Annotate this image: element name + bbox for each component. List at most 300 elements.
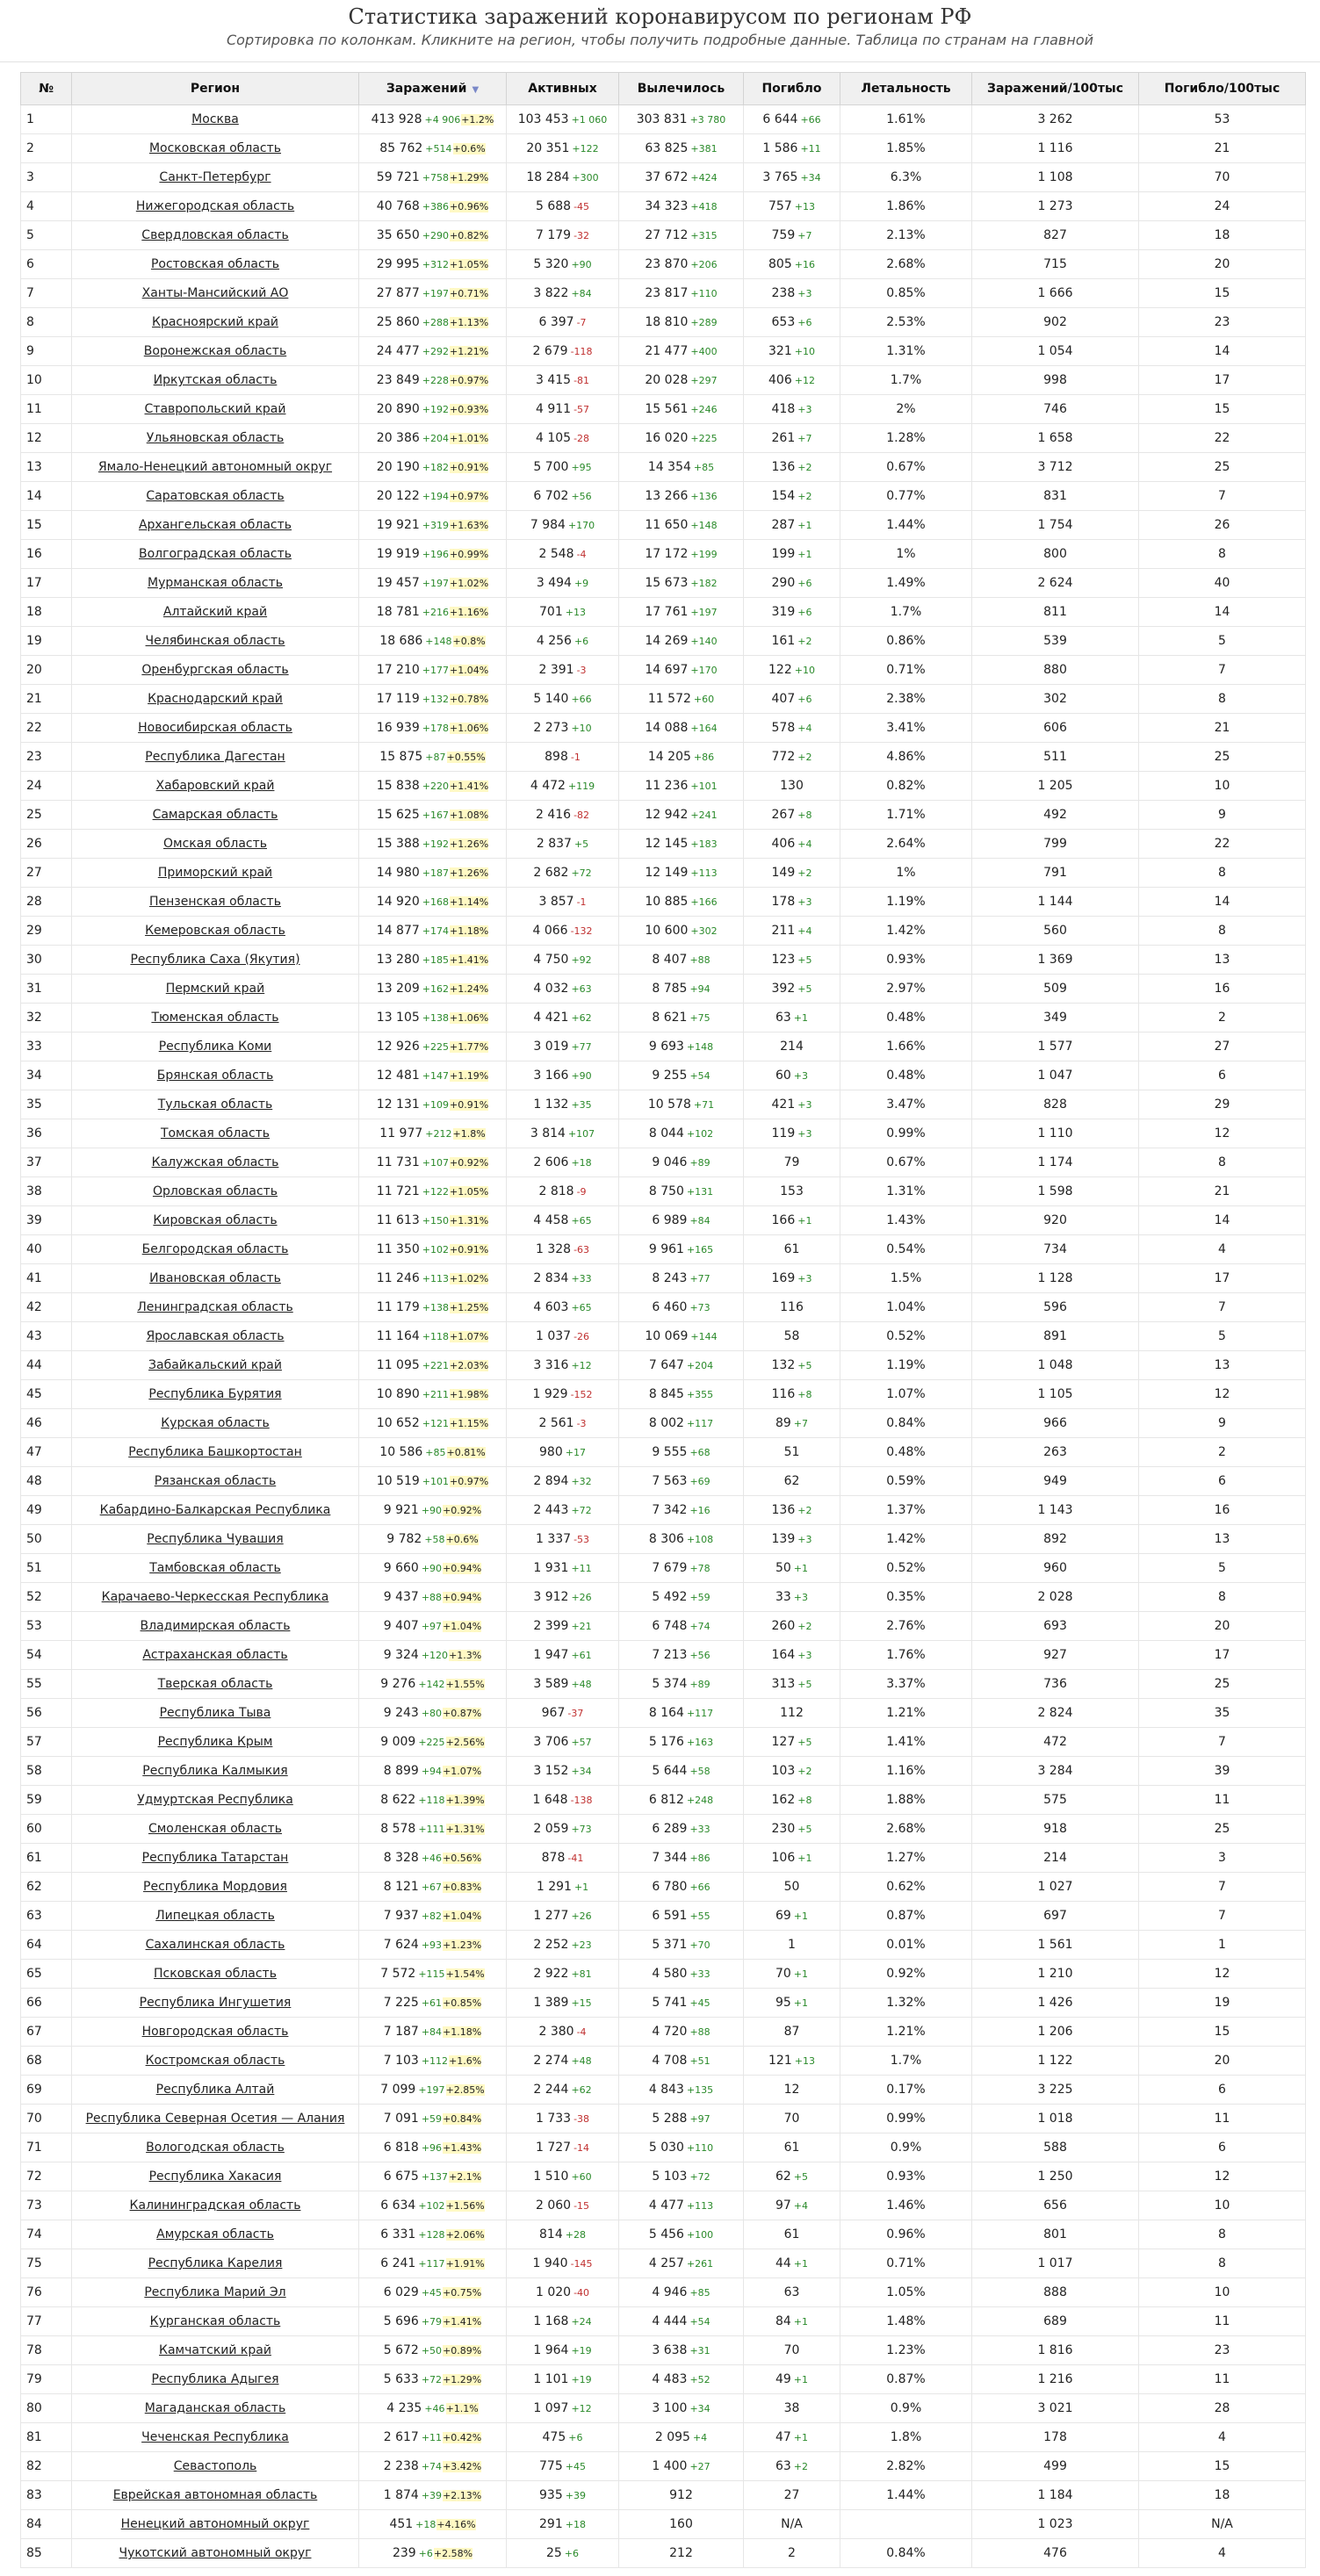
table-row[interactable] — [21, 1264, 1306, 1293]
region-link[interactable]: Кемеровская область — [145, 924, 285, 938]
region-link[interactable]: Кировская область — [153, 1213, 278, 1227]
region-link[interactable]: Ханты-Мансийский АО — [141, 286, 289, 300]
recovered-total: 8 002 — [648, 1416, 684, 1430]
table-row[interactable] — [21, 1148, 1306, 1177]
infected-total: 9 437 — [383, 1590, 419, 1604]
table-row[interactable] — [21, 2105, 1306, 2133]
region-link[interactable]: Республика Чувашия — [147, 1532, 284, 1546]
recovered-delta: +248 — [686, 1795, 714, 1806]
region-link[interactable]: Республика Башкортостан — [128, 1445, 302, 1459]
deaths-per-100k-cell: 7 — [1139, 656, 1306, 685]
infected-cell — [359, 569, 507, 598]
table-row[interactable] — [21, 2191, 1306, 2220]
infected-cell — [359, 1641, 507, 1670]
active-delta: -45 — [573, 201, 590, 212]
region-link[interactable]: Камчатский край — [159, 2343, 271, 2357]
region-link[interactable]: Республика Саха (Якутия) — [130, 953, 300, 967]
deaths-total: 50 — [783, 1880, 800, 1894]
column-header-infected-per-100k[interactable]: Заражений/100тыс — [972, 73, 1139, 105]
active-cell — [507, 1960, 619, 1989]
table-row[interactable] — [21, 1119, 1306, 1148]
table-row[interactable] — [21, 1989, 1306, 2018]
recovered-delta: +170 — [690, 665, 718, 676]
infected-growth-percent: +1.63% — [450, 520, 489, 531]
table-row[interactable] — [21, 772, 1306, 801]
table-row[interactable] — [21, 801, 1306, 830]
infected-delta: +386 — [422, 201, 450, 212]
region-link[interactable]: Севастополь — [173, 2459, 257, 2473]
deaths-cell — [744, 801, 840, 830]
active-total: 3 415 — [535, 373, 572, 387]
table-row[interactable] — [21, 627, 1306, 656]
table-row[interactable] — [21, 859, 1306, 888]
region-link[interactable]: Мурманская область — [148, 576, 283, 590]
region-link[interactable]: Московская область — [148, 141, 282, 155]
table-row[interactable] — [21, 2336, 1306, 2365]
region-link[interactable]: Калининградская область — [129, 2198, 301, 2213]
region-link[interactable]: Саратовская область — [146, 489, 285, 503]
deaths-cell — [744, 1815, 840, 1844]
active-cell — [507, 1699, 619, 1728]
infected-cell — [359, 279, 507, 308]
active-total: 814 — [539, 2227, 563, 2241]
active-delta: +13 — [565, 607, 586, 618]
active-cell — [507, 1757, 619, 1786]
table-row[interactable] — [21, 163, 1306, 192]
region-link[interactable]: Брянская область — [156, 1069, 274, 1083]
region-link[interactable]: Ярославская область — [146, 1329, 285, 1343]
infected-growth-percent: +0.75% — [443, 2287, 482, 2299]
region-link[interactable]: Республика Тыва — [159, 1706, 271, 1720]
deaths-cell — [744, 975, 840, 1004]
table-row[interactable] — [21, 482, 1306, 511]
table-row[interactable] — [21, 2076, 1306, 2105]
region-cell — [72, 1467, 359, 1496]
column-header-deaths-per-100k[interactable]: Погибло/100тыс — [1139, 73, 1306, 105]
column-header-deaths[interactable]: Погибло — [744, 73, 840, 105]
table-row[interactable] — [21, 105, 1306, 134]
region-link[interactable]: Хабаровский край — [155, 779, 275, 793]
deaths-total: 260 — [771, 1619, 796, 1633]
region-link[interactable]: Краснодарский край — [148, 692, 283, 706]
region-link[interactable]: Рязанская область — [154, 1474, 277, 1488]
deaths-per-100k-cell: 8 — [1139, 1148, 1306, 1177]
table-row[interactable] — [21, 714, 1306, 743]
active-total: 2 060 — [535, 2198, 572, 2213]
table-row[interactable] — [21, 1033, 1306, 1061]
table-row[interactable] — [21, 2481, 1306, 2510]
region-link[interactable]: Иркутская область — [153, 373, 278, 387]
recovered-total: 4 708 — [652, 2054, 688, 2068]
table-row[interactable] — [21, 1960, 1306, 1989]
recovered-delta: +418 — [690, 201, 718, 212]
recovered-delta: +88 — [689, 2026, 710, 2038]
deaths-total: 1 586 — [762, 141, 798, 155]
region-link[interactable]: Архангельская область — [138, 518, 292, 532]
active-cell — [507, 1670, 619, 1699]
recovered-cell — [619, 975, 744, 1004]
column-header-infected[interactable]: Заражений ▼ — [359, 73, 507, 105]
infected-per-100k-cell: 1 105 — [972, 1380, 1139, 1409]
region-link[interactable]: Чукотский автономный округ — [119, 2546, 312, 2560]
region-link[interactable]: Ненецкий автономный округ — [120, 2517, 310, 2531]
deaths-delta: +11 — [800, 143, 821, 155]
region-link[interactable]: Еврейская автономная область — [112, 2488, 318, 2502]
region-link[interactable]: Самарская область — [152, 808, 278, 822]
region-link[interactable]: Москва — [191, 112, 239, 126]
infected-cell — [359, 2481, 507, 2510]
table-row[interactable] — [21, 221, 1306, 250]
table-row[interactable] — [21, 395, 1306, 424]
table-row[interactable] — [21, 1496, 1306, 1525]
table-row[interactable] — [21, 2510, 1306, 2539]
table-row[interactable] — [21, 250, 1306, 279]
region-link[interactable]: Ульяновская область — [146, 431, 285, 445]
region-link[interactable]: Амурская область — [156, 2227, 274, 2241]
table-row[interactable] — [21, 1554, 1306, 1583]
deaths-delta: +1 — [793, 1968, 809, 1980]
region-link[interactable]: Ростовская область — [150, 257, 280, 271]
recovered-delta: +55 — [689, 1910, 710, 1922]
table-row[interactable] — [21, 1380, 1306, 1409]
infected-cell — [359, 1612, 507, 1641]
region-link[interactable]: Челябинская область — [145, 634, 285, 648]
recovered-cell — [619, 1844, 744, 1873]
lethality-cell: 1.23% — [840, 2336, 972, 2365]
table-row[interactable] — [21, 888, 1306, 917]
column-header-recovered[interactable]: Вылечилось — [619, 73, 744, 105]
infected-per-100k-cell: 892 — [972, 1525, 1139, 1554]
deaths-cell — [744, 511, 840, 540]
deaths-per-100k-cell: 6 — [1139, 1467, 1306, 1496]
active-cell — [507, 337, 619, 366]
region-link[interactable]: Республика Алтай — [155, 2083, 275, 2097]
table-row[interactable] — [21, 2307, 1306, 2336]
region-link[interactable]: Сахалинская область — [145, 1938, 285, 1952]
region-link[interactable]: Санкт-Петербург — [159, 170, 271, 184]
table-row[interactable] — [21, 1670, 1306, 1699]
recovered-total: 8 306 — [648, 1532, 684, 1546]
table-row[interactable] — [21, 1061, 1306, 1090]
region-link[interactable]: Карачаево-Черкесская Республика — [101, 1590, 329, 1604]
region-link[interactable]: Тульская область — [157, 1097, 273, 1112]
table-row[interactable] — [21, 656, 1306, 685]
region-link[interactable]: Орловская область — [152, 1184, 278, 1198]
active-total: 1 389 — [533, 1996, 569, 2010]
active-cell — [507, 1728, 619, 1757]
table-row[interactable] — [21, 1409, 1306, 1438]
infected-per-100k-cell: 1 143 — [972, 1496, 1139, 1525]
deaths-cell — [744, 163, 840, 192]
table-row[interactable] — [21, 1525, 1306, 1554]
region-link[interactable]: Воронежская область — [143, 344, 287, 358]
table-row[interactable] — [21, 1090, 1306, 1119]
table-row[interactable] — [21, 2249, 1306, 2278]
table-row[interactable] — [21, 1322, 1306, 1351]
region-link[interactable]: Республика Калмыкия — [142, 1764, 288, 1778]
table-row[interactable] — [21, 1612, 1306, 1641]
region-link[interactable]: Ленинградская область — [137, 1300, 293, 1314]
region-link[interactable]: Ставропольский край — [144, 402, 286, 416]
active-total: 1 168 — [533, 2314, 569, 2328]
table-row[interactable] — [21, 1467, 1306, 1496]
region-link[interactable]: Ивановская область — [149, 1271, 281, 1285]
table-row[interactable] — [21, 1177, 1306, 1206]
recovered-delta: +144 — [690, 1331, 718, 1342]
recovered-cell — [619, 395, 744, 424]
table-row[interactable] — [21, 2018, 1306, 2047]
region-link[interactable]: Республика Марий Эл — [144, 2285, 286, 2299]
recovered-total: 4 946 — [652, 2285, 688, 2299]
region-cell — [72, 2105, 359, 2133]
region-link[interactable]: Республика Северная Осетия — Алания — [85, 2112, 345, 2126]
region-link[interactable]: Смоленская область — [148, 1822, 283, 1836]
table-row[interactable] — [21, 2278, 1306, 2307]
region-link[interactable]: Владимирская область — [140, 1619, 291, 1633]
infected-cell — [359, 1902, 507, 1931]
active-total: 1 510 — [533, 2169, 569, 2184]
recovered-delta: +89 — [689, 1157, 710, 1169]
deaths-total: 199 — [771, 547, 796, 561]
table-row[interactable] — [21, 1351, 1306, 1380]
region-link[interactable]: Республика Крым — [157, 1735, 273, 1749]
table-row[interactable] — [21, 424, 1306, 453]
deaths-per-100k-cell: 35 — [1139, 1699, 1306, 1728]
table-row[interactable] — [21, 192, 1306, 221]
recovered-delta: +78 — [689, 1563, 710, 1574]
table-row[interactable] — [21, 511, 1306, 540]
infected-cell — [359, 1061, 507, 1090]
active-total: 4 105 — [535, 431, 572, 445]
infected-per-100k-cell: 3 225 — [972, 2076, 1139, 2105]
infected-total: 14 920 — [376, 895, 420, 909]
region-link[interactable]: Республика Ингушетия — [139, 1996, 292, 2010]
deaths-per-100k-cell: 53 — [1139, 105, 1306, 134]
region-link[interactable]: Костромская область — [145, 2054, 285, 2068]
row-number: 20 — [21, 656, 72, 685]
table-row[interactable] — [21, 1873, 1306, 1902]
deaths-delta: +1 — [793, 1563, 809, 1574]
table-row[interactable] — [21, 946, 1306, 975]
table-row[interactable] — [21, 1438, 1306, 1467]
column-header-region[interactable]: Регион — [72, 73, 359, 105]
column-header-number[interactable]: № — [21, 73, 72, 105]
table-row[interactable] — [21, 1293, 1306, 1322]
table-row[interactable] — [21, 1641, 1306, 1670]
region-link[interactable]: Калужская область — [151, 1155, 279, 1169]
region-link[interactable]: Республика Татарстан — [141, 1851, 289, 1865]
table-row[interactable] — [21, 308, 1306, 337]
region-cell — [72, 1033, 359, 1061]
table-row[interactable] — [21, 2047, 1306, 2076]
infected-total: 23 849 — [376, 373, 420, 387]
active-delta: +66 — [571, 694, 592, 705]
infected-total: 11 179 — [376, 1300, 420, 1314]
table-row[interactable] — [21, 569, 1306, 598]
recovered-delta: +117 — [686, 1708, 714, 1719]
region-link[interactable]: Забайкальский край — [148, 1358, 282, 1372]
active-total: 2 837 — [536, 837, 572, 851]
table-row[interactable] — [21, 685, 1306, 714]
region-link[interactable]: Пензенская область — [149, 895, 281, 909]
region-link[interactable]: Нижегородская область — [135, 199, 295, 213]
table-row[interactable] — [21, 1235, 1306, 1264]
table-row[interactable] — [21, 2220, 1306, 2249]
table-row[interactable] — [21, 1931, 1306, 1960]
table-row[interactable] — [21, 1699, 1306, 1728]
region-link[interactable]: Удмуртская Республика — [137, 1793, 293, 1807]
region-link[interactable]: Алтайский край — [162, 605, 268, 619]
recovered-cell — [619, 1757, 744, 1786]
active-cell — [507, 801, 619, 830]
region-link[interactable]: Республика Бурятия — [148, 1387, 282, 1401]
region-link[interactable]: Тверская область — [157, 1677, 273, 1691]
active-total: 291 — [539, 2517, 563, 2531]
table-row[interactable] — [21, 337, 1306, 366]
table-row[interactable] — [21, 1206, 1306, 1235]
lethality-cell: 1.37% — [840, 1496, 972, 1525]
infected-cell — [359, 1699, 507, 1728]
active-total: 20 351 — [526, 141, 570, 155]
table-row[interactable] — [21, 1728, 1306, 1757]
recovered-cell — [619, 1090, 744, 1119]
region-link[interactable]: Республика Коми — [158, 1040, 272, 1054]
active-total: 2 606 — [533, 1155, 569, 1169]
table-row[interactable] — [21, 1902, 1306, 1931]
lethality-cell: 0.87% — [840, 1902, 972, 1931]
table-row[interactable] — [21, 2452, 1306, 2481]
region-link[interactable]: Красноярский край — [152, 315, 278, 329]
table-row[interactable] — [21, 2162, 1306, 2191]
table-row[interactable] — [21, 598, 1306, 627]
recovered-delta: +85 — [689, 2287, 710, 2299]
column-header-lethality[interactable]: Летальность — [840, 73, 972, 105]
table-row[interactable] — [21, 830, 1306, 859]
table-row[interactable] — [21, 2133, 1306, 2162]
row-number: 6 — [21, 250, 72, 279]
region-link[interactable]: Омская область — [162, 837, 267, 851]
infected-total: 11 350 — [376, 1242, 420, 1256]
region-link[interactable]: Свердловская область — [141, 228, 289, 242]
deaths-total: 161 — [771, 634, 796, 648]
active-cell — [507, 1148, 619, 1177]
table-row[interactable] — [21, 1815, 1306, 1844]
recovered-delta: +69 — [689, 1476, 710, 1487]
deaths-per-100k-cell: 15 — [1139, 2452, 1306, 2481]
infected-total: 6 029 — [383, 2285, 419, 2299]
table-row[interactable] — [21, 2394, 1306, 2423]
recovered-total: 5 456 — [648, 2227, 684, 2241]
region-link[interactable]: Тамбовская область — [149, 1561, 281, 1575]
infected-per-100k-cell: 715 — [972, 250, 1139, 279]
recovered-delta: +72 — [689, 2171, 710, 2183]
active-delta: +92 — [571, 954, 592, 966]
region-link[interactable]: Новосибирская область — [138, 721, 292, 735]
table-row[interactable] — [21, 134, 1306, 163]
recovered-total: 13 266 — [645, 489, 689, 503]
table-row[interactable] — [21, 2423, 1306, 2452]
table-row[interactable] — [21, 917, 1306, 946]
region-link[interactable]: Республика Адыгея — [151, 2372, 279, 2386]
region-link[interactable]: Тюменская область — [151, 1011, 279, 1025]
table-row[interactable] — [21, 366, 1306, 395]
region-link[interactable]: Вологодская область — [146, 2141, 285, 2155]
region-link[interactable]: Псковская область — [154, 1967, 277, 1981]
table-row[interactable] — [21, 1844, 1306, 1873]
table-row[interactable] — [21, 540, 1306, 569]
deaths-delta: +5 — [797, 1824, 812, 1835]
deaths-cell — [744, 424, 840, 453]
region-link[interactable]: Пермский край — [165, 982, 265, 996]
recovered-delta: +33 — [689, 1968, 710, 1980]
region-link[interactable]: Кабардино-Балкарская Республика — [99, 1503, 331, 1517]
region-link[interactable]: Республика Карелия — [148, 2256, 283, 2270]
region-link[interactable]: Курганская область — [149, 2314, 281, 2328]
table-row[interactable] — [21, 1004, 1306, 1033]
region-link[interactable]: Новгородская область — [141, 2025, 289, 2039]
table-row[interactable] — [21, 743, 1306, 772]
region-link[interactable]: Приморский край — [157, 866, 273, 880]
region-link[interactable]: Республика Мордовия — [143, 1880, 287, 1894]
column-header-active[interactable]: Активных — [507, 73, 619, 105]
region-link[interactable]: Волгоградская область — [139, 547, 292, 561]
recovered-total: 9 555 — [652, 1445, 688, 1459]
table-row[interactable] — [21, 1583, 1306, 1612]
infected-total: 11 977 — [379, 1126, 423, 1140]
table-row[interactable] — [21, 2539, 1306, 2568]
region-link[interactable]: Липецкая область — [155, 1909, 275, 1923]
lethality-cell: 1.85% — [840, 134, 972, 163]
region-link[interactable]: Курская область — [161, 1416, 270, 1430]
table-row[interactable] — [21, 279, 1306, 308]
region-link[interactable]: Томская область — [160, 1126, 270, 1140]
deaths-per-100k-cell: 12 — [1139, 1119, 1306, 1148]
region-link[interactable]: Республика Хакасия — [148, 2169, 282, 2184]
infected-delta: +312 — [422, 259, 450, 270]
deaths-delta: +5 — [797, 983, 812, 995]
infected-total: 20 890 — [376, 402, 420, 416]
recovered-delta: +164 — [690, 723, 718, 734]
region-link[interactable]: Республика Дагестан — [145, 750, 285, 764]
deaths-per-100k-cell: 25 — [1139, 743, 1306, 772]
infected-cell — [359, 337, 507, 366]
region-link[interactable]: Оренбургская область — [141, 663, 289, 677]
table-row[interactable] — [21, 1757, 1306, 1786]
region-link[interactable]: Ямало-Ненецкий автономный округ — [97, 460, 333, 474]
table-row[interactable] — [21, 453, 1306, 482]
region-link[interactable]: Белгородская область — [141, 1242, 289, 1256]
recovered-delta: +163 — [686, 1737, 714, 1748]
region-link[interactable]: Магаданская область — [144, 2401, 286, 2415]
lethality-cell: 1% — [840, 859, 972, 888]
infected-cell — [359, 1583, 507, 1612]
recovered-cell — [619, 772, 744, 801]
recovered-cell — [619, 134, 744, 163]
active-total: 2 548 — [538, 547, 574, 561]
deaths-total: 95 — [775, 1996, 791, 2010]
deaths-delta: +1 — [793, 2258, 809, 2270]
infected-per-100k-cell: 539 — [972, 627, 1139, 656]
infected-cell — [359, 163, 507, 192]
region-link[interactable]: Астраханская область — [142, 1648, 288, 1662]
table-row[interactable] — [21, 1786, 1306, 1815]
region-link[interactable]: Чеченская Республика — [141, 2430, 289, 2444]
table-row[interactable] — [21, 975, 1306, 1004]
table-row[interactable] — [21, 2365, 1306, 2394]
infected-delta: +187 — [422, 867, 450, 879]
row-number: 84 — [21, 2510, 72, 2539]
row-number: 79 — [21, 2365, 72, 2394]
